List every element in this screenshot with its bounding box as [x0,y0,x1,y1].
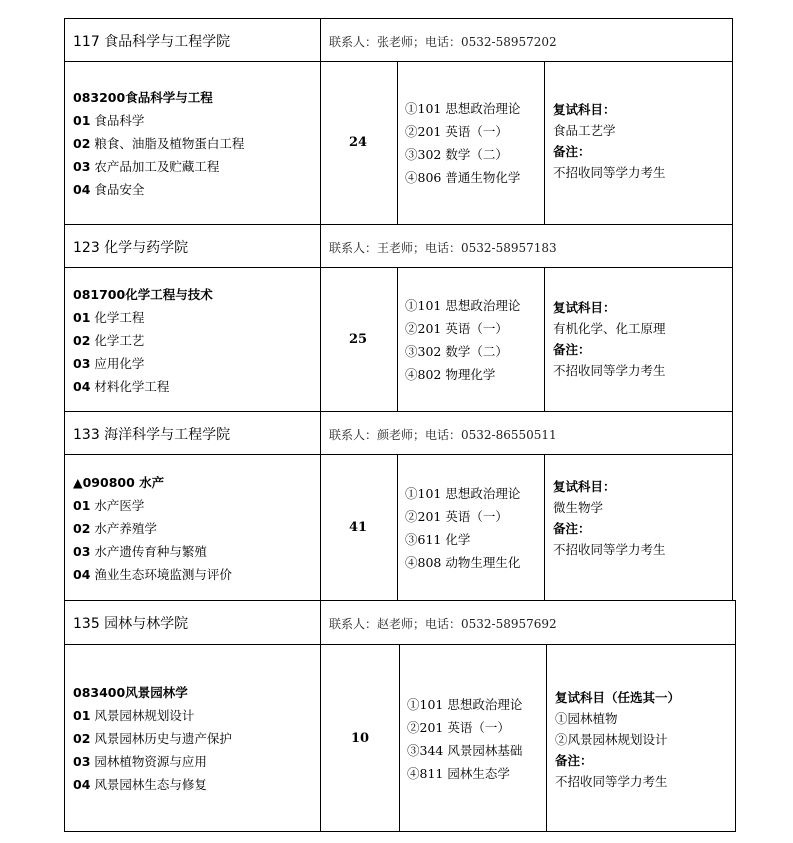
retest-subject: ①园林植物 [555,711,618,726]
college-title: 117 食品科学与工程学院 [73,34,231,50]
major-directions [73,471,232,586]
major-heading: ▲090800 水产 [73,475,165,490]
remark-label: 备注： [553,342,591,357]
direction-item: 03 园林植物资源与应用 [73,754,207,769]
retest-subject: 食品工艺学 [553,123,616,138]
direction-item: 02 风景园林历史与遗产保护 [73,731,232,746]
direction-item: 04 材料化学工程 [73,379,170,394]
exam-subject: ③302 数学（二） [405,147,508,162]
remark-text: 不招收同等学力考生 [553,363,666,378]
major-directions [73,681,232,796]
exam-subject: ④806 普通生物化学 [405,170,521,185]
retest-label: 复试科目（任选其一） [555,690,681,705]
retest-subject: 微生物学 [553,500,604,515]
direction-item: 01 食品科学 [73,113,145,128]
direction-item: 01 风景园林规划设计 [73,708,195,723]
direction-item: 02 水产养殖学 [73,521,157,536]
direction-item: 01 水产医学 [73,498,145,513]
exam-subjects [405,97,520,189]
college-contact: 联系人：王老师；电话：0532-58957183 [329,241,557,255]
college-contact: 联系人：赵老师；电话：0532-58957692 [329,617,557,631]
major-directions [73,86,244,201]
exam-subject: ③344 风景园林基础 [407,743,523,758]
exam-subject: ③302 数学（二） [405,344,508,359]
exam-subject: ②201 英语（一） [407,720,510,735]
major-heading: 081700化学工程与技术 [73,287,213,302]
retest-label: 复试科目： [553,102,616,117]
college-title: 123 化学与药学院 [73,240,189,256]
college-title: 135 园林与林学院 [73,616,189,632]
enrollment-quota: 25 [349,332,368,347]
exam-subjects [405,482,520,574]
exam-subject: ④808 动物生理生化 [405,555,521,570]
exam-subject: ③611 化学 [405,532,471,547]
exam-subject: ④811 园林生态学 [407,766,510,781]
enrollment-quota: 24 [349,135,368,150]
exam-subjects [405,294,520,386]
remark-text: 不招收同等学力考生 [553,542,666,557]
retest-info [555,687,680,792]
major-directions [73,283,213,398]
college-block-117 [64,18,733,224]
exam-subject: ①101 思想政治理论 [405,101,521,116]
remark-label: 备注： [553,144,591,159]
direction-item: 04 风景园林生态与修复 [73,777,207,792]
retest-info [553,99,666,183]
major-heading: 083200食品科学与工程 [73,90,213,105]
direction-item: 04 食品安全 [73,182,145,197]
exam-subject: ①101 思想政治理论 [405,298,521,313]
college-block-133 [64,411,733,600]
retest-label: 复试科目： [553,479,616,494]
direction-item: 02 化学工艺 [73,333,145,348]
exam-subjects [407,693,522,785]
exam-subject: ④802 物理化学 [405,367,496,382]
remark-label: 备注： [553,521,591,536]
college-block-123 [64,224,733,411]
exam-subject: ①101 思想政治理论 [405,486,521,501]
exam-subject: ②201 英语（一） [405,321,508,336]
enrollment-quota: 41 [349,520,368,535]
direction-item: 04 渔业生态环境监测与评价 [73,567,232,582]
retest-subject: ②风景园林规划设计 [555,732,668,747]
college-contact: 联系人：张老师；电话：0532-58957202 [329,35,557,49]
retest-label: 复试科目： [553,300,616,315]
remark-label: 备注： [555,753,593,768]
direction-item: 03 应用化学 [73,356,145,371]
college-title: 133 海洋科学与工程学院 [73,427,231,443]
direction-item: 02 粮食、油脂及植物蛋白工程 [73,136,245,151]
retest-info [553,476,666,560]
retest-subject: 有机化学、化工原理 [553,321,666,336]
direction-item: 03 水产遗传育种与繁殖 [73,544,207,559]
direction-item: 03 农产品加工及贮藏工程 [73,159,220,174]
major-heading: 083400风景园林学 [73,685,188,700]
exam-subject: ②201 英语（一） [405,509,508,524]
direction-item: 01 化学工程 [73,310,145,325]
college-contact: 联系人：颜老师；电话：0532-86550511 [329,428,557,442]
remark-text: 不招收同等学力考生 [553,165,666,180]
exam-subject: ①101 思想政治理论 [407,697,523,712]
enrollment-quota: 10 [351,731,370,746]
exam-subject: ②201 英语（一） [405,124,508,139]
remark-text: 不招收同等学力考生 [555,774,668,789]
college-block-135 [64,600,736,832]
retest-info [553,297,666,381]
